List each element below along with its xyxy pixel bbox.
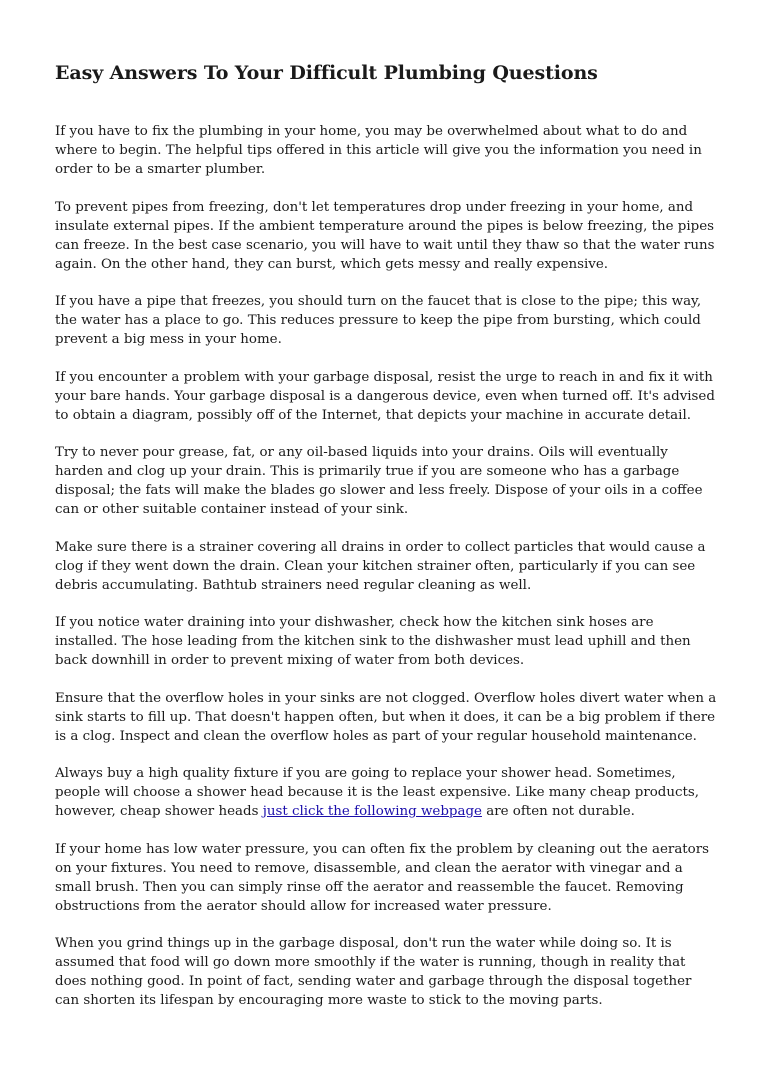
paragraph-dishwasher: If you notice water draining into your dishwasher, check how the kitchen sink hoses are installed. The hose leading from the kitchen sink to the dishwasher must lead uphill and then back downhill in order to prevent mixing of water from both devices. [55, 615, 691, 668]
shower-text-after: are often not durable. [481, 804, 635, 819]
paragraph-water-pressure: If your home has low water pressure, you can often fix the problem by cleaning out the aerators on your fixtures. You need to remove, disassemble, and clean the aerator with vinegar and a small brush. Then you can simply rinse off the aerator and reassemble the faucet. Removing obstructions from the aerator should allow for increased water pressure. [55, 841, 710, 914]
paragraph-frozen-pipe: If you have a pipe that freezes, you should turn on the faucet that is close to the pipe; this way, the water has a place to go. This reduces pressure to keep the pipe from bursting, which could prevent a big mess in your home. [55, 294, 702, 347]
shower-text-before: Always buy a high quality fixture if you are going to replace your shower head. Sometimes, people will choose a shower head because it is the least expensive. Like many cheap products, however, cheap shower heads [55, 766, 699, 819]
paragraph-grease: Try to never pour grease, fat, or any oil-based liquids into your drains. Oils will eventually harden and clog up your drain. This is primarily true if you are someone who has a garbage disposal; the fats will make the blades go slower and less freely. Dispose of your oils in a coffee can or other suitable container instead of your sink. [55, 445, 703, 517]
webpage-link[interactable]: just click the following webpage [262, 804, 482, 819]
paragraph-strainer: Make sure there is a strainer covering all drains in order to collect particles that would cause a clog if they went down the drain. Clean your kitchen strainer often, particularly if you can see debris accumulating. Bathtub strainers need regular cleaning as well. [55, 539, 706, 593]
paragraph-overflow: Ensure that the overflow holes in your sinks are not clogged. Overflow holes divert water when a sink starts to fill up. That doesn't happen often, but when it does, it can be a big problem if there is a clog. Inspect and clean the overflow holes as part of your regular household maintenance. [55, 690, 717, 744]
paragraph-garbage-disposal: If you encounter a problem with your garbage disposal, resist the urge to reach in and fix it with your bare hands. Your garbage disposal is a dangerous device, even when turned off. It's advised to obtain a diagram, possibly off of the Internet, that depicts your machine in accurate detail. [55, 369, 715, 423]
article-title: Easy Answers To Your Difficult Plumbing Questions [55, 62, 598, 84]
paragraph-intro: If you have to fix the plumbing in your home, you may be overwhelmed about what to do and where to begin. The helpful tips offered in this article will give you the information you need in order to be a smarter plumber. [55, 124, 702, 177]
paragraph-shower-head [55, 764, 719, 821]
paragraph-freezing: To prevent pipes from freezing, don't let temperatures drop under freezing in your home, and insulate external pipes. If the ambient temperature around the pipes is below freezing, the pipes can freeze. In the best case scenario, you will have to wait until they thaw so that the water runs again. On the other hand, they can burst, which gets messy and really expensive. [55, 199, 715, 272]
paragraph-grinding: When you grind things up in the garbage disposal, don't run the water while doing so. It is assumed that food will go down more smoothly if the water is running, though in reality that does nothing good. In point of fact, sending water and garbage through the disposal together can shorten its lifespan by encouraging more waste to stick to the moving parts. [55, 936, 692, 1008]
document-page [55, 60, 719, 1029]
